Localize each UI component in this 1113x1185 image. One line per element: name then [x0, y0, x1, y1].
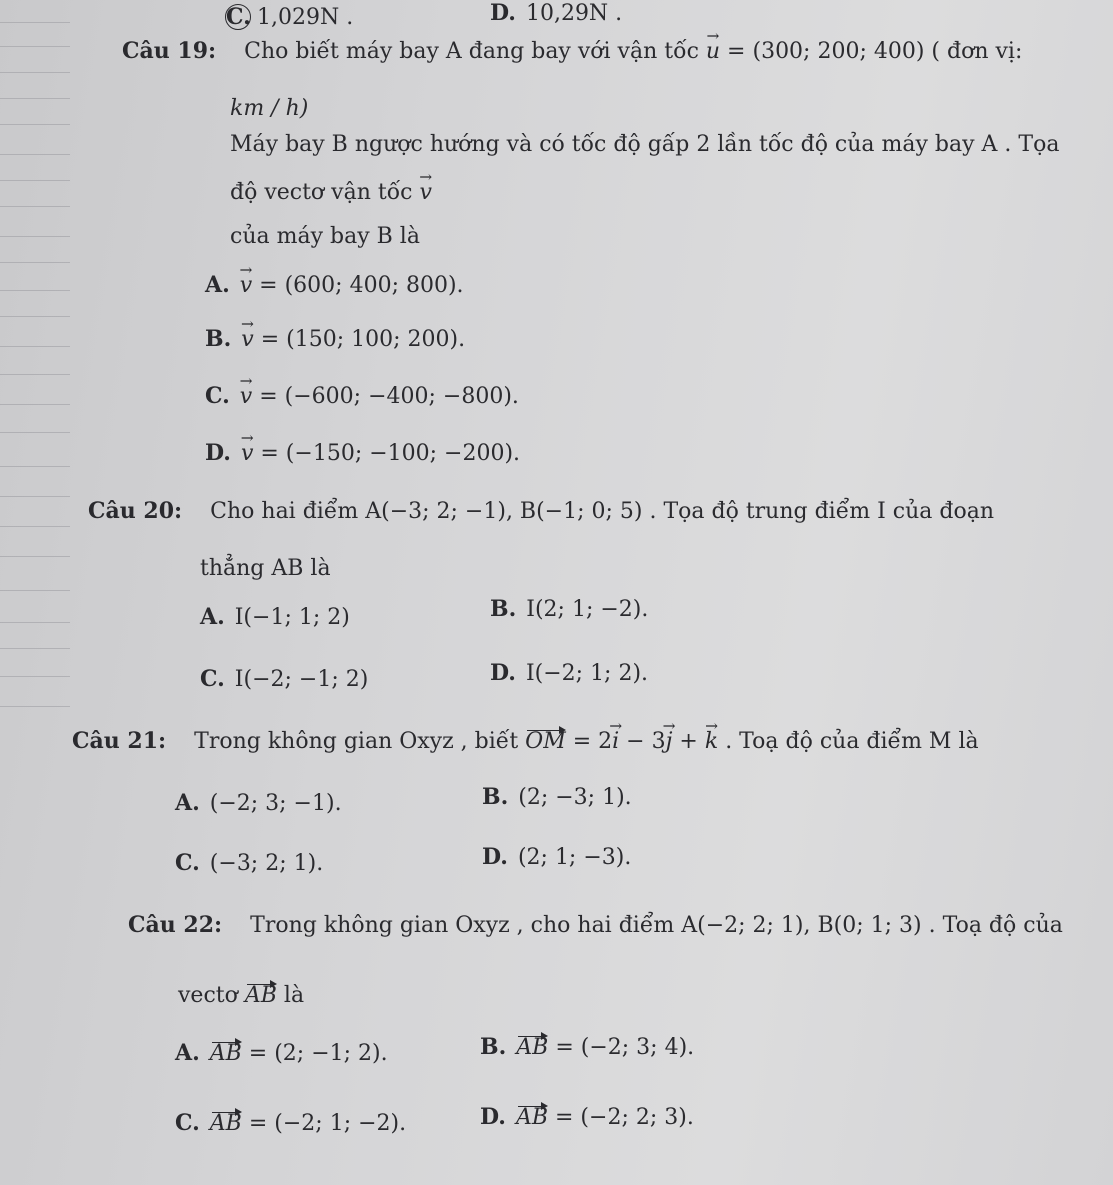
q22-option-c[interactable]: C. AB = (−2; 1; −2).: [175, 1110, 407, 1136]
ruled-margin: [0, 0, 75, 1185]
q22-option-a[interactable]: A. AB = (2; −1; 2).: [175, 1040, 388, 1066]
prev-answer-d: D. 10,29N .: [490, 0, 623, 26]
q21-option-b[interactable]: B. (2; −3; 1).: [482, 784, 632, 810]
q22-option-b[interactable]: B. AB = (−2; 3; 4).: [480, 1034, 695, 1060]
q19-line3: Máy bay B ngược hướng và có tốc độ gấp 2 lần tốc độ của máy bay A . Tọa: [230, 132, 1060, 157]
vector-v: → v: [420, 180, 432, 205]
prev-answer-c: C. 1,029N .: [226, 4, 354, 30]
q21-line1: Câu 21: Trong không gian Oxyz , biết OM = 2→ i − 3→ j + → k . Toạ độ của điểm M là: [72, 728, 979, 754]
q19-option-d[interactable]: D.→ v = (−150; −100; −200).: [205, 440, 520, 466]
vector-om: OM: [525, 729, 566, 754]
q20-line2: thẳng AB là: [200, 556, 331, 581]
q20-label: Câu 20:: [88, 498, 183, 524]
q22-line2: vectơ AB là: [178, 983, 305, 1008]
q19-line4: độ vectơ vận tốc → v: [230, 180, 432, 205]
circled-answer-mark: C.: [226, 4, 251, 30]
q19-option-c[interactable]: C.→ v = (−600; −400; −800).: [205, 383, 519, 409]
q22-label: Câu 22:: [128, 912, 223, 938]
q19-line2: km / h): [230, 96, 309, 121]
q21-option-c[interactable]: C. (−3; 2; 1).: [175, 850, 324, 876]
q21-option-a[interactable]: A. (−2; 3; −1).: [175, 790, 342, 816]
q19-label: Câu 19:: [122, 38, 217, 64]
q22-line1: Câu 22: Trong không gian Oxyz , cho hai điểm A(−2; 2; 1), B(0; 1; 3) . Toạ độ của: [128, 912, 1063, 938]
q20-option-a[interactable]: A. I(−1; 1; 2): [200, 604, 350, 630]
q20-option-d[interactable]: D. I(−2; 1; 2).: [490, 660, 649, 686]
q20-option-b[interactable]: B. I(2; 1; −2).: [490, 596, 649, 622]
q21-label: Câu 21:: [72, 728, 167, 754]
q20-line1: Câu 20: Cho hai điểm A(−3; 2; −1), B(−1; 0; 5) . Tọa độ trung điểm I của đoạn: [88, 498, 995, 524]
q19-option-b[interactable]: B.→ v = (150; 100; 200).: [205, 326, 465, 352]
q19-line5: của máy bay B là: [230, 224, 420, 249]
vector-u: → u: [706, 39, 720, 64]
q21-option-d[interactable]: D. (2; 1; −3).: [482, 844, 632, 870]
vector-ab: AB: [244, 983, 277, 1008]
q19-option-a[interactable]: A.→ v = (600; 400; 800).: [205, 272, 464, 298]
q22-option-d[interactable]: D. AB = (−2; 2; 3).: [480, 1104, 694, 1130]
q19-line1: Câu 19: Cho biết máy bay A đang bay với vận tốc → u = (300; 200; 400) ( đơn vị:: [122, 38, 1022, 64]
q20-option-c[interactable]: C. I(−2; −1; 2): [200, 666, 369, 692]
